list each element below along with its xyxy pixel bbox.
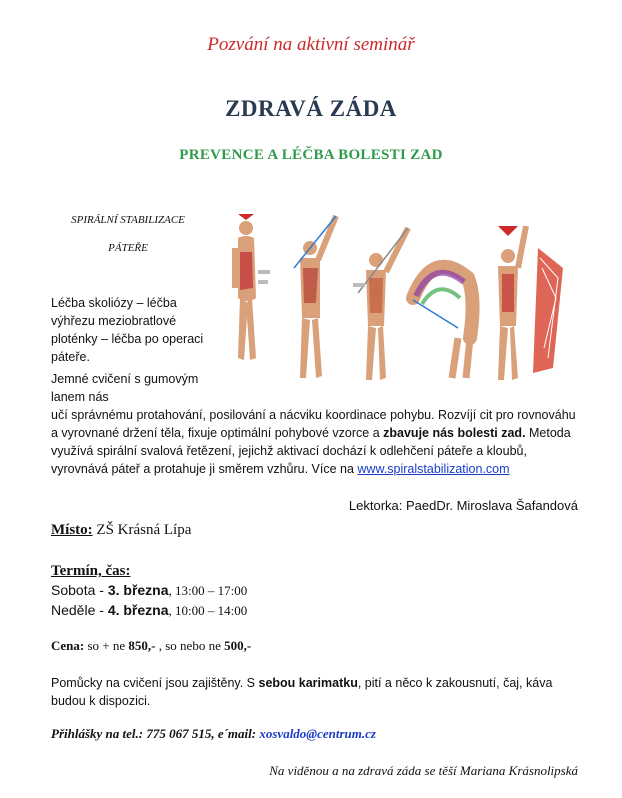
signup-line: Přihlášky na tel.: 775 067 515, e´mail: xosvaldo@centrum.cz: [51, 726, 376, 741]
term-row-saturday: Sobota - 3. března, 13:00 – 17:00: [51, 582, 248, 598]
method-label-line2: PÁTEŘE: [108, 242, 148, 254]
figure-arm-raised: [294, 216, 336, 378]
place-label: Místo:: [51, 522, 93, 538]
closing-line: Na viděnou a na zdravá záda se těší Mariana Krásnolipská: [269, 763, 578, 778]
page-title: ZDRAVÁ ZÁDA: [225, 96, 397, 121]
price-label: Cena:: [51, 638, 85, 653]
page-subtitle: PREVENCE A LÉČBA BOLESTI ZAD: [179, 147, 443, 163]
exercise-figures-illustration: [208, 208, 588, 388]
email-link[interactable]: xosvaldo@centrum.cz: [259, 726, 376, 741]
figure-stretch: [353, 228, 408, 380]
figure-bending: [413, 267, 473, 378]
intro-paragraph-1: Léčba skoliózy – léčba výhřezu meziobratlové ploténky – léčba po operaci páteře.: [51, 296, 204, 364]
figure-standing: [232, 214, 270, 360]
invite-heading: Pozvání na aktivní seminář: [207, 34, 415, 55]
price-line: Cena: so + ne 850,- , so nebo ne 500,-: [51, 638, 252, 653]
aids-paragraph: Pomůcky na cvičení jsou zajištěny. S sebou karimatku, pití a něco k zakousnutí, čaj, káva budou k dispozici.: [51, 676, 553, 708]
place-line: [51, 522, 191, 539]
red-fan-diagram: [533, 248, 563, 373]
lecturer-credit: Lektorka: PaedDr. Miroslava Šafandová: [348, 498, 578, 513]
term-row-sunday: Neděle - 4. března, 10:00 – 14:00: [51, 602, 248, 618]
method-label-line1: SPIRÁLNÍ STABILIZACE: [71, 214, 185, 226]
intro-paragraph-3: učí správnému protahování, posilování a nácviku koordinace pohybu. Rozvíjí cit pro rovnováhu a vyrovnané držení těla, fixuje optimální pohybové vzorce a zbavuje nás bolesti zad. Metoda využívá spirální svalová řetězení, jejichž aktivací dochází k odlehčení páteře a kloubů, vyrovnává páteř a protahuje ji směrem vzhůru. Více na www.spiralstabilization.com: [51, 408, 576, 476]
website-link[interactable]: www.spiralstabilization.com: [357, 462, 510, 476]
intro-paragraph-2: Jemné cvičení s gumovým lanem nás: [51, 372, 199, 404]
figure-spiral: [498, 226, 526, 380]
place-value: ZŠ Krásná Lípa: [92, 522, 192, 538]
term-label: Termín, čas:: [51, 563, 131, 579]
